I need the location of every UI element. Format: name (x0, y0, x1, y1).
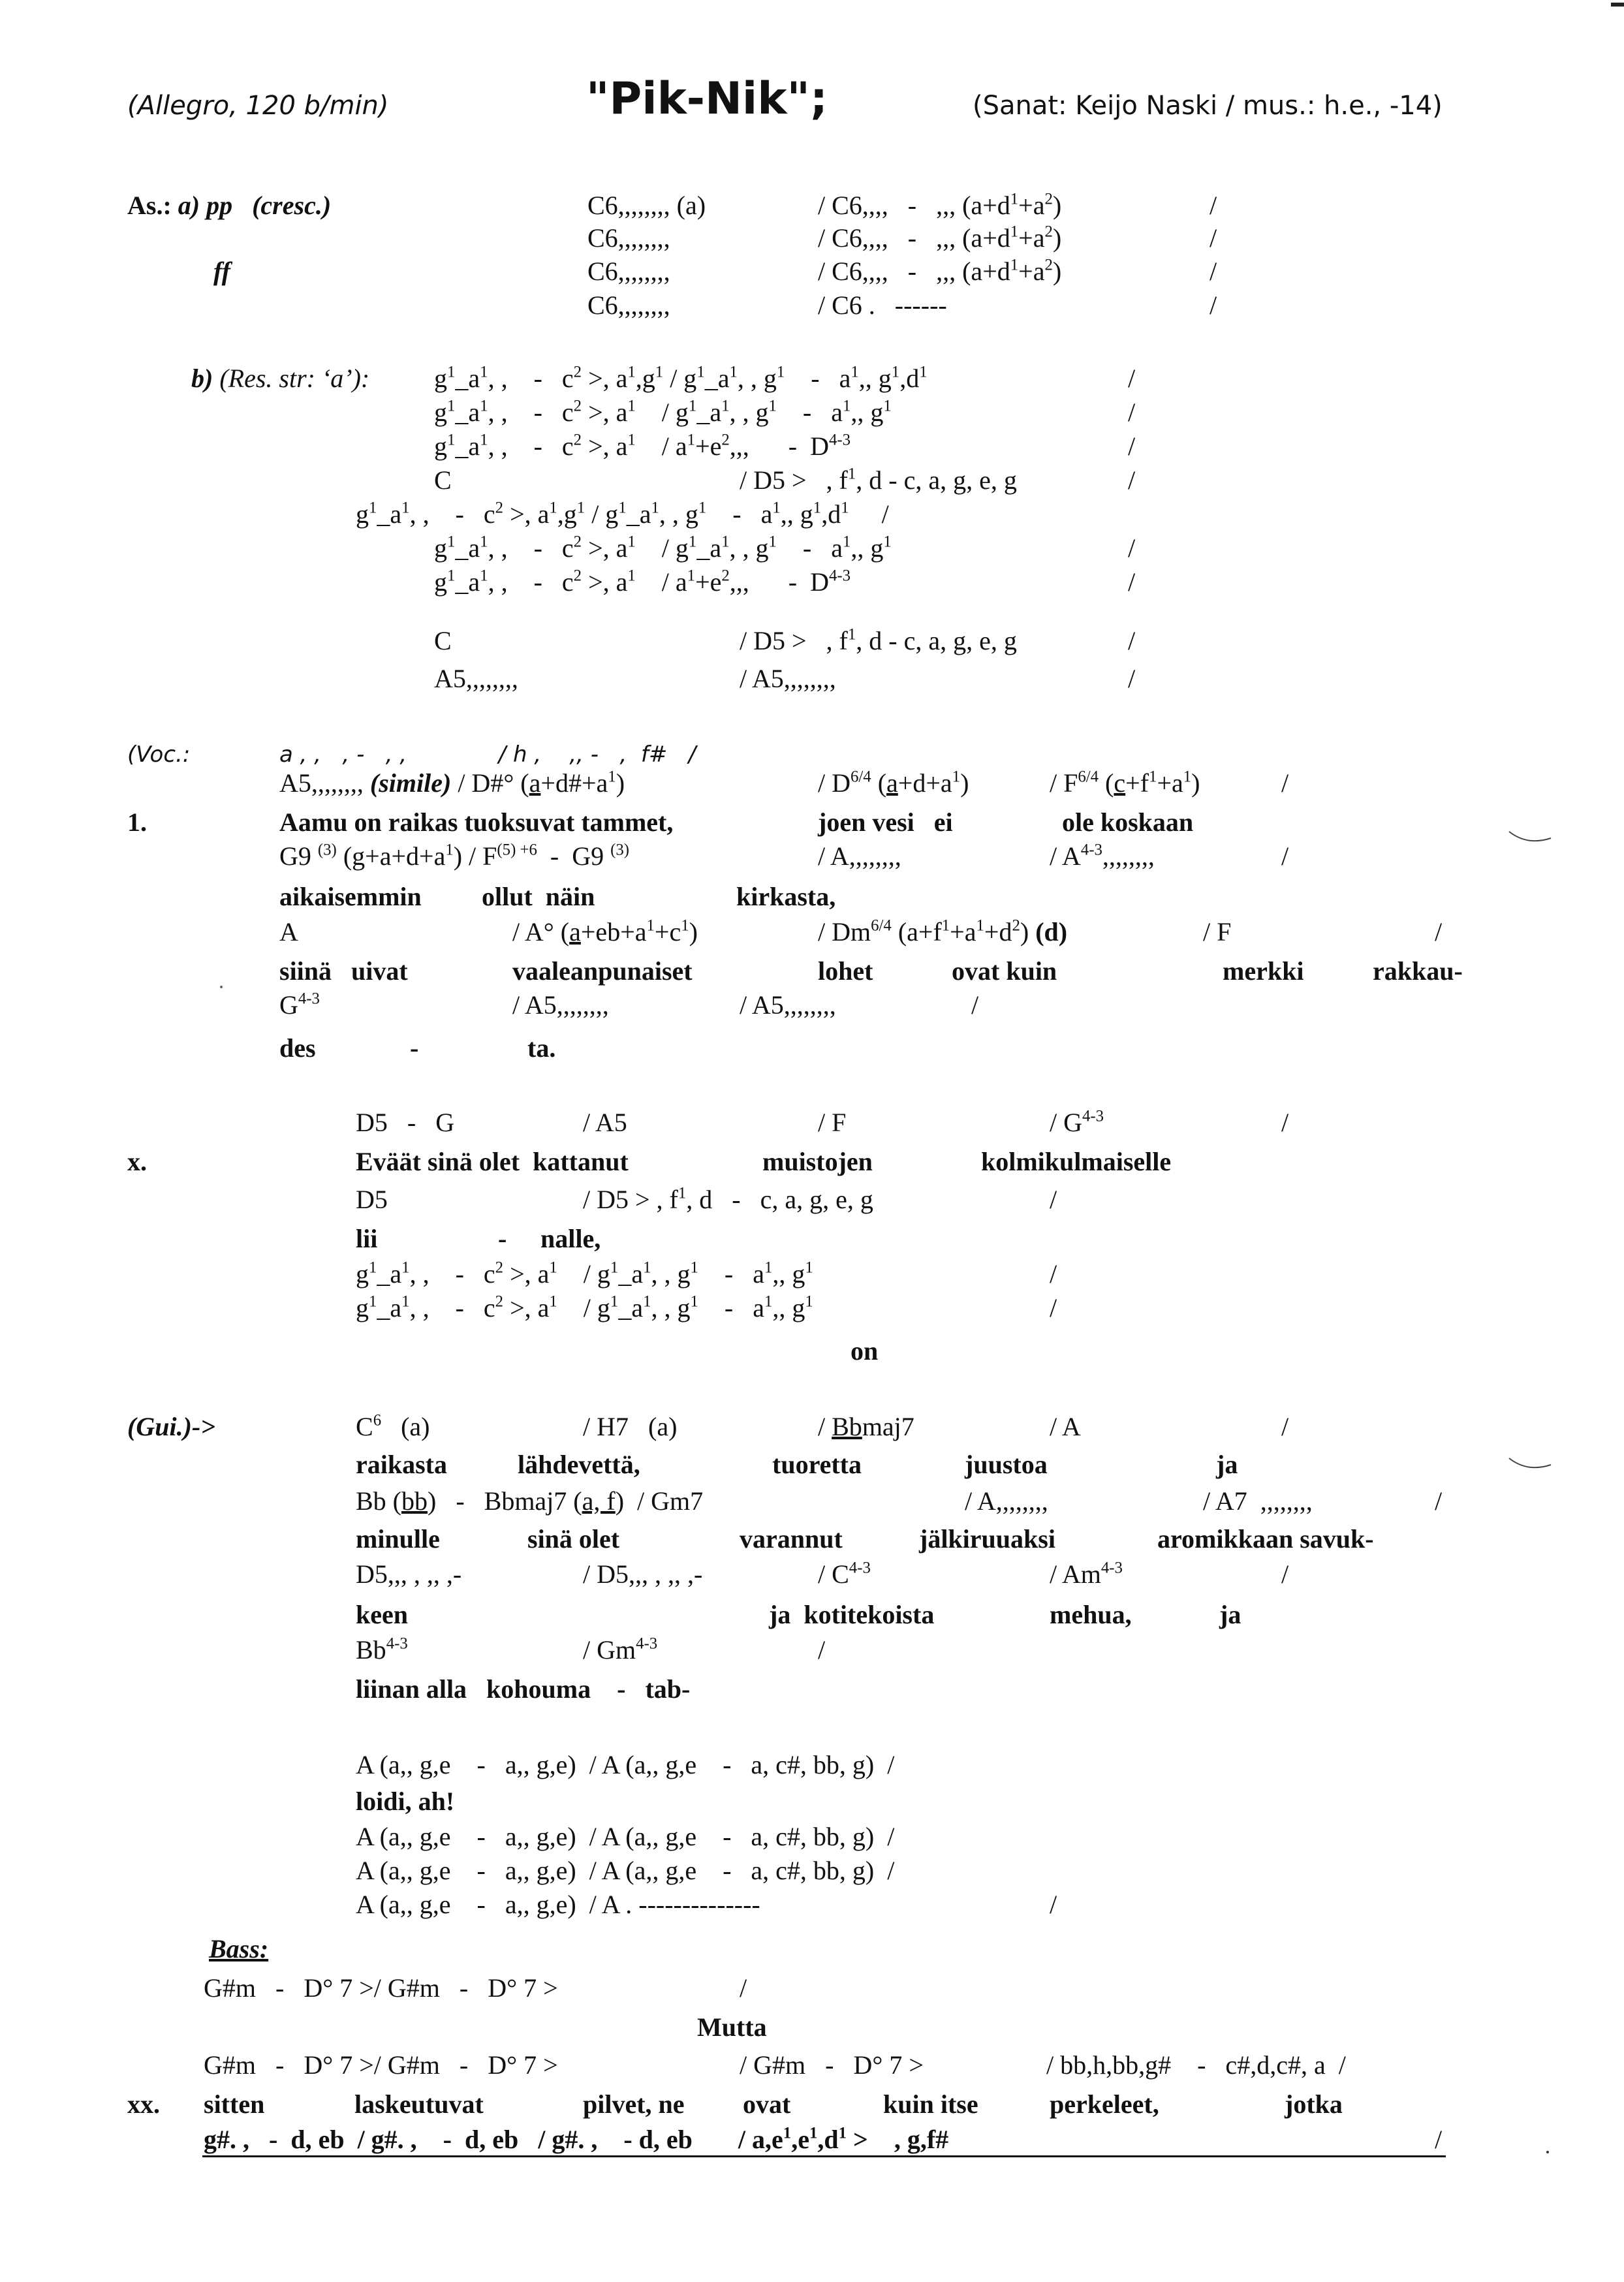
score-line: / (1050, 1890, 1057, 1919)
score-line: a , , , - , , / h , ,, - , f# / (279, 742, 696, 768)
score-line: / (1050, 1185, 1057, 1214)
score-line: g#. , - d, eb / g#. , - d, eb / g#. , - d, eb / $a,e^1,e^1,d^1$ > , g,f# (204, 2124, 949, 2154)
score-line: ja (1216, 1450, 1238, 1479)
score-line: b) (Res. str: ‘a’): (191, 364, 370, 393)
score-line: Aamu on raikas tuoksuvat tammet, (279, 807, 674, 837)
score-line: xx. (127, 2089, 160, 2119)
score-line: C (434, 465, 452, 495)
score-line: $g^1\_a^1$, , - $c^2$ >, $a^1$ / $a^1+e^2$,,, - $D^{4-3}$ (434, 431, 851, 461)
score-line: tuoretta (772, 1450, 862, 1479)
score-line: $g^1\_a^1$, , - $c^2$ >, $a^1,g^1$ / $g^1\_a^1$, , $g^1$ - $a^1$,, $g^1,d^1$ / (356, 499, 889, 529)
score-line: / A° $(a+eb+a^1+c^1)$ (512, 916, 698, 946)
score-line: ta. (527, 1033, 556, 1063)
score-line: lohet (818, 956, 873, 986)
score-line: raikasta (356, 1450, 447, 1479)
score-line: / $G^{4-3}$ (1050, 1107, 1104, 1137)
score-line: vaaleanpunaiset (512, 956, 693, 986)
score-line: kuin itse (883, 2089, 978, 2119)
score-line: / (1210, 290, 1217, 320)
score-line: / C6,,,, - ,,, $(a+d^1+a^2)$ (818, 190, 1062, 220)
score-line: / (1128, 567, 1136, 597)
score-line: / (1128, 626, 1136, 655)
score-line: pilvet, ne (583, 2089, 685, 2119)
score-line: / (1128, 431, 1136, 461)
score-line: / A,,,,,,,, (965, 1486, 1048, 1516)
score-line: lähdevettä, (518, 1450, 640, 1479)
score-line: A (279, 917, 298, 946)
score-line: ovat (743, 2089, 791, 2119)
score-line: nalle, (540, 1224, 601, 1253)
score-line: jälkiruuaksi (919, 1524, 1055, 1554)
score-line: $g^1\_a^1$, , - $c^2$ >, $a^1$ / $a^1+e^2$,,, - $D^{4-3}$ (434, 567, 851, 597)
score-line: A5,,,,,,,, (simile) / D#° $(a+d\#+a^1)$ (279, 768, 625, 798)
score-line: A (a,, g,e - a,, g,e) / A . -------------- (356, 1890, 760, 1919)
score-line: / C6,,,, - ,,, $(a+d^1+a^2)$ (818, 223, 1062, 253)
score-line: C (434, 626, 452, 655)
score-line: $C^6$ (a) (356, 1411, 430, 1441)
score-line: rakkau- (1373, 956, 1463, 986)
score-line: As.: a) pp (cresc.) (127, 191, 332, 220)
score-line: / D5 > , $f^1$, d - c, a, g, e, g (740, 625, 1017, 655)
score-line: merkki (1223, 956, 1304, 986)
score-line: / A5,,,,,,,, (740, 990, 836, 1020)
score-line: laskeutuvat (354, 2089, 484, 2119)
score-line: / (1281, 841, 1289, 871)
score-line: D5 (356, 1185, 388, 1214)
score-line: $g^1\_a^1$, , - $c^2$ >, $a^1$ / $g^1\_a^1$, , $g^1$ - $a^1$,, $g^1$ (434, 533, 892, 563)
score-line: C6,,,,,,,, (587, 290, 670, 320)
score-line: loidi, ah! (356, 1787, 455, 1816)
score-line: / Bbmaj7 (818, 1412, 914, 1441)
score-line: minulle (356, 1524, 440, 1554)
score-line: - (498, 1224, 507, 1253)
score-line: / (1050, 1293, 1057, 1322)
score-line: / A7 ,,,,,,,, (1203, 1486, 1313, 1516)
score-line: ollut näin (482, 882, 595, 911)
score-line: / $F^{6/4}$ $(c+f^1+a^1)$ (1050, 768, 1200, 798)
score-line: / F (1203, 917, 1232, 946)
score-line: ja kotitekoista (769, 1600, 935, 1629)
score-line: varannut (740, 1524, 843, 1554)
score-line: / A5,,,,,,,, (512, 990, 609, 1020)
score-line: / (1435, 2125, 1443, 2154)
score-line: sitten (204, 2089, 265, 2119)
score-line: kirkasta, (736, 882, 836, 911)
score-line: / (1435, 1486, 1443, 1516)
speck-mark (219, 984, 225, 991)
score-line: ovat kuin (952, 956, 1057, 986)
score-line: A (a,, g,e - a,, g,e) / A (a,, g,e - a, c#, bb, g) / (356, 1856, 895, 1885)
score-line: / (1128, 465, 1136, 495)
score-line: mehua, (1050, 1600, 1132, 1629)
score-line: Bass: (209, 1934, 269, 1963)
score-line: / (1281, 1412, 1289, 1441)
score-line: / (1210, 257, 1217, 286)
score-line: / $C^{4-3}$ (818, 1559, 871, 1589)
score-line: / A (1050, 1412, 1081, 1441)
score-line: perkeleet, (1050, 2089, 1159, 2119)
score-line: lii (356, 1224, 378, 1253)
score-line: kolmikulmaiselle (981, 1147, 1172, 1176)
score-line: $g^1\_a^1$, , - $c^2$ >, $a^1$ / $g^1\_a^1$, , $g^1$ - $a^1$,, $g^1$ (356, 1292, 813, 1322)
score-line: ole koskaan (1062, 807, 1194, 837)
score-line: / A5 (583, 1108, 627, 1137)
score-line: Bb (bb) - Bbmaj7 (a, f) / Gm7 (356, 1486, 704, 1516)
score-line: aromikkaan savuk- (1157, 1524, 1374, 1554)
score-line: $G^{4-3}$ (279, 990, 320, 1020)
credits: (Sanat: Keijo Naski / mus.: h.e., -14) (973, 91, 1443, 121)
score-line: / (1128, 533, 1136, 563)
score-line: Eväät sinä olet kattanut (356, 1147, 629, 1176)
score-line: / (1050, 1259, 1057, 1289)
score-line: / D5 > , $f^1$, d - c, a, g, e, g (583, 1184, 873, 1214)
score-line: / D5 > , $f^1$, d - c, a, g, e, g (740, 465, 1017, 495)
score-line: / (1210, 223, 1217, 253)
score-line: C6,,,,,,,, (587, 257, 670, 286)
score-line: / (1128, 364, 1136, 393)
score-line: muistojen (762, 1147, 873, 1176)
score-line: / (818, 1635, 826, 1665)
score-line: / (1128, 398, 1136, 427)
score-line: keen (356, 1600, 408, 1629)
score-line: siinä uivat (279, 956, 408, 986)
score-line: / bb,h,bb,g# - c#,d,c#, a / (1046, 2050, 1346, 2080)
score-line: ja (1219, 1600, 1241, 1629)
score-line: Bb$^{4-3}$ (356, 1634, 408, 1665)
final-underline (202, 2155, 1446, 2157)
score-line: / (1281, 768, 1289, 798)
score-line: liinan alla kohouma - tab- (356, 1674, 691, 1704)
score-line: des (279, 1033, 316, 1063)
score-line: / Gm$^{4-3}$ (583, 1634, 658, 1665)
score-line: D5,,, , ,, ,- (356, 1559, 462, 1589)
score-line: / C6,,,, - ,,, $(a+d^1+a^2)$ (818, 256, 1062, 286)
score-line: C6,,,,,,,, (587, 223, 670, 253)
score-line: / C6 . ------ (818, 290, 947, 320)
score-line: / (740, 1973, 747, 2003)
score-line: jotka (1285, 2089, 1343, 2119)
score-line: $g^1\_a^1$, , - $c^2$ >, $a^1$ / $g^1\_a^1$, , $g^1$ - $a^1$,, $g^1$ (356, 1258, 813, 1289)
score-line: / (1281, 1559, 1289, 1589)
speck-mark (1544, 2149, 1552, 2157)
score-line: (Voc.: (127, 742, 191, 768)
tempo-marking: (Allegro, 120 b/min) (127, 91, 389, 121)
score-line: x. (127, 1147, 147, 1176)
score-line: / G#m - D° 7 > (740, 2050, 924, 2080)
score-line: / A,,,,,,,, (818, 841, 901, 871)
score-line: $g^1\_a^1$, , - $c^2$ >, $a^1$ / $g^1\_a^1$, , $g^1$ - $a^1$,, $g^1$ (434, 397, 892, 427)
score-line: G#m - D° 7 >/ G#m - D° 7 > (204, 2050, 558, 2080)
score-line: / Am$^{4-3}$ (1050, 1559, 1123, 1589)
score-line: / (971, 990, 979, 1020)
score-line: / $D^{6/4}$ $(a+d+a^1)$ (818, 768, 969, 798)
score-line: aikaisemmin (279, 882, 422, 911)
edge-mark (1606, 0, 1624, 9)
score-line: juustoa (965, 1450, 1048, 1479)
score-line: 1. (127, 807, 147, 837)
score-line: G9 $^{(3)}$ $(g+a+d+a^1) / F^{(5) +6} - G9$ $^{(3)}$ (279, 841, 630, 871)
score-line: / (1435, 917, 1443, 946)
score-line: Mutta (697, 2012, 767, 2042)
score-line: / A5,,,,,,,, (740, 664, 836, 693)
margin-mark (1508, 1456, 1554, 1475)
score-line: A5,,,,,,,, (434, 664, 518, 693)
score-line: / D5,,, , ,, ,- (583, 1559, 703, 1589)
score-line: C6,,,,,,,, (a) (587, 191, 706, 220)
score-line: / $A^{4-3}$,,,,,,,, (1050, 841, 1155, 871)
score-line: / H7 (a) (583, 1412, 678, 1441)
score-line: joen vesi ei (818, 807, 953, 837)
score-line: sinä olet (527, 1524, 620, 1554)
score-line: / $Dm^{6/4}$ $(a+f^1+a^1+d^2)$ (d) (818, 916, 1068, 946)
score-line: on (851, 1336, 879, 1366)
score-line: A (a,, g,e - a,, g,e) / A (a,, g,e - a, c#, bb, g) / (356, 1822, 895, 1851)
page-title: "Pik-Nik"; (586, 73, 828, 125)
score-line: A (a,, g,e - a,, g,e) / A (a,, g,e - a, c#, bb, g) / (356, 1750, 895, 1779)
margin-mark (1508, 829, 1554, 849)
score-line: ff (213, 257, 230, 286)
score-line: / F (818, 1108, 847, 1137)
score-line: $g^1\_a^1$, , - $c^2$ >, $a^1,g^1$ / $g^1\_a^1$, , $g^1$ - $a^1$,, $g^1,d^1$ (434, 363, 928, 393)
score-line: G#m - D° 7 >/ G#m - D° 7 > (204, 1973, 558, 2003)
score-line: D5 - G (356, 1108, 455, 1137)
score-line: - (410, 1033, 419, 1063)
score-line: / (1281, 1108, 1289, 1137)
score-line: (Gui.)-> (127, 1412, 215, 1441)
score-line: / (1128, 664, 1136, 693)
score-line: / (1210, 191, 1217, 220)
